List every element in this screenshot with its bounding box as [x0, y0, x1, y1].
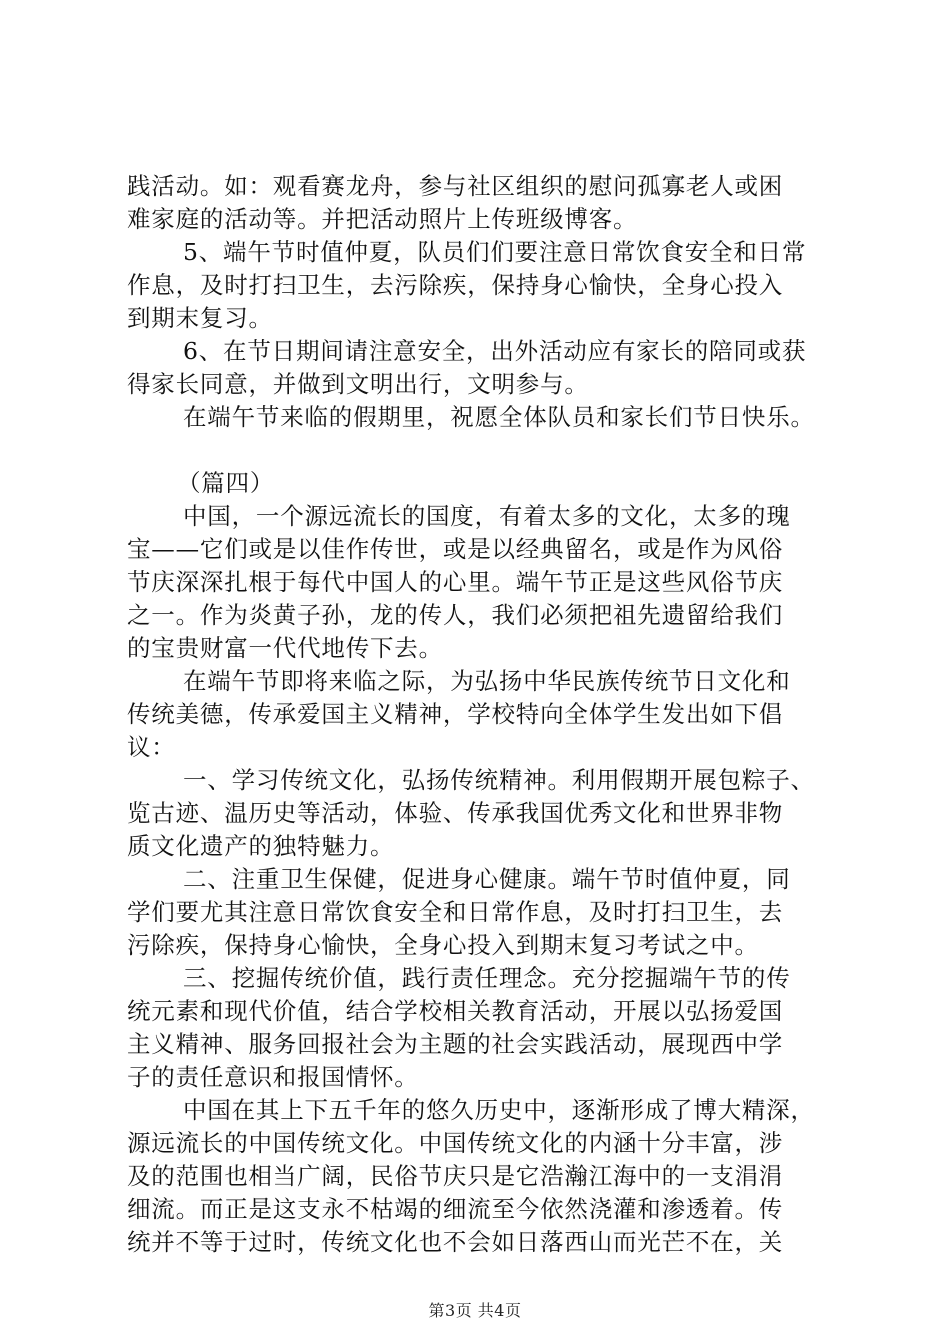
text-line: 子的责任意识和报国情怀。 [127, 1063, 419, 1091]
text-line: 6、在节日期间请注意安全，出外活动应有家长的陪同或获 [183, 337, 807, 365]
text-line: 到期末复习。 [127, 304, 273, 332]
text-line: 统元素和现代价值，结合学校相关教育活动，开展以弘扬爱国 [127, 997, 784, 1025]
text-line: 二、注重卫生保健，促进身心健康。端午节时值仲夏，同 [183, 865, 791, 893]
text-line: 览古迹、温历史等活动，体验、传承我国优秀文化和世界非物 [127, 799, 784, 827]
text-line: 及的范围也相当广阔，民俗节庆只是它浩瀚江海中的一支涓涓 [127, 1162, 784, 1190]
text-line: 践活动。如：观看赛龙舟，参与社区组织的慰问孤寡老人或困 [127, 172, 784, 200]
text-line: 主义精神、服务回报社会为主题的社会实践活动，展现西中学 [127, 1030, 784, 1058]
document-body [127, 170, 837, 1259]
text-line: 5、端午节时值仲夏，队员们们要注意日常饮食安全和日常 [183, 238, 807, 266]
paragraph-block-1 [127, 170, 837, 434]
blank-line [127, 434, 837, 467]
text-line: 学们要尤其注意日常饮食安全和日常作息，及时打扫卫生，去 [127, 898, 784, 926]
text-line: 议： [127, 733, 176, 761]
section-title: （篇四） [177, 469, 275, 497]
text-line: 统并不等于过时，传统文化也不会如日落西山而光芒不在，关 [127, 1228, 784, 1256]
page-footer: 第3页 共4页 [428, 1301, 522, 1320]
text-line: 在端午节来临的假期里，祝愿全体队员和家长们节日快乐。 [183, 403, 815, 431]
text-line: 三、挖掘传统价值，践行责任理念。充分挖掘端午节的传 [183, 964, 791, 992]
text-line: 传统美德，传承爱国主义精神，学校特向全体学生发出如下倡 [127, 700, 784, 728]
text-line: 之一。作为炎黄子孙，龙的传人，我们必须把祖先遗留给我们 [127, 601, 784, 629]
text-line: 难家庭的活动等。并把活动照片上传班级博客。 [127, 205, 638, 233]
text-line: 的宝贵财富一代代地传下去。 [127, 634, 443, 662]
text-line: 污除疾，保持身心愉快，全身心投入到期末复习考试之中。 [127, 931, 759, 959]
text-line: 中国在其上下五千年的悠久历史中，逐渐形成了博大精深， [183, 1096, 815, 1124]
text-line: 节庆深深扎根于每代中国人的心里。端午节正是这些风俗节庆 [127, 568, 784, 596]
text-line: 细流。而正是这支永不枯竭的细流至今依然浇灌和渗透着。传 [127, 1195, 784, 1223]
text-line: 中国，一个源远流长的国度，有着太多的文化，太多的瑰 [183, 502, 791, 530]
text-line: 在端午节即将来临之际，为弘扬中华民族传统节日文化和 [183, 667, 791, 695]
text-line: 质文化遗产的独特魅力。 [127, 832, 395, 860]
text-line: 宝——它们或是以佳作传世，或是以经典留名，或是作为风俗 [127, 535, 784, 563]
text-line: 得家长同意，并做到文明出行，文明参与。 [127, 370, 589, 398]
text-line: 源远流长的中国传统文化。中国传统文化的内涵十分丰富，涉 [127, 1129, 784, 1157]
text-line: 作息，及时打扫卫生，去污除疾，保持身心愉快，全身心投入 [127, 271, 784, 299]
text-line: 一、学习传统文化，弘扬传统精神。利用假期开展包粽子、 [183, 766, 815, 794]
paragraph-block-2 [127, 500, 837, 1259]
